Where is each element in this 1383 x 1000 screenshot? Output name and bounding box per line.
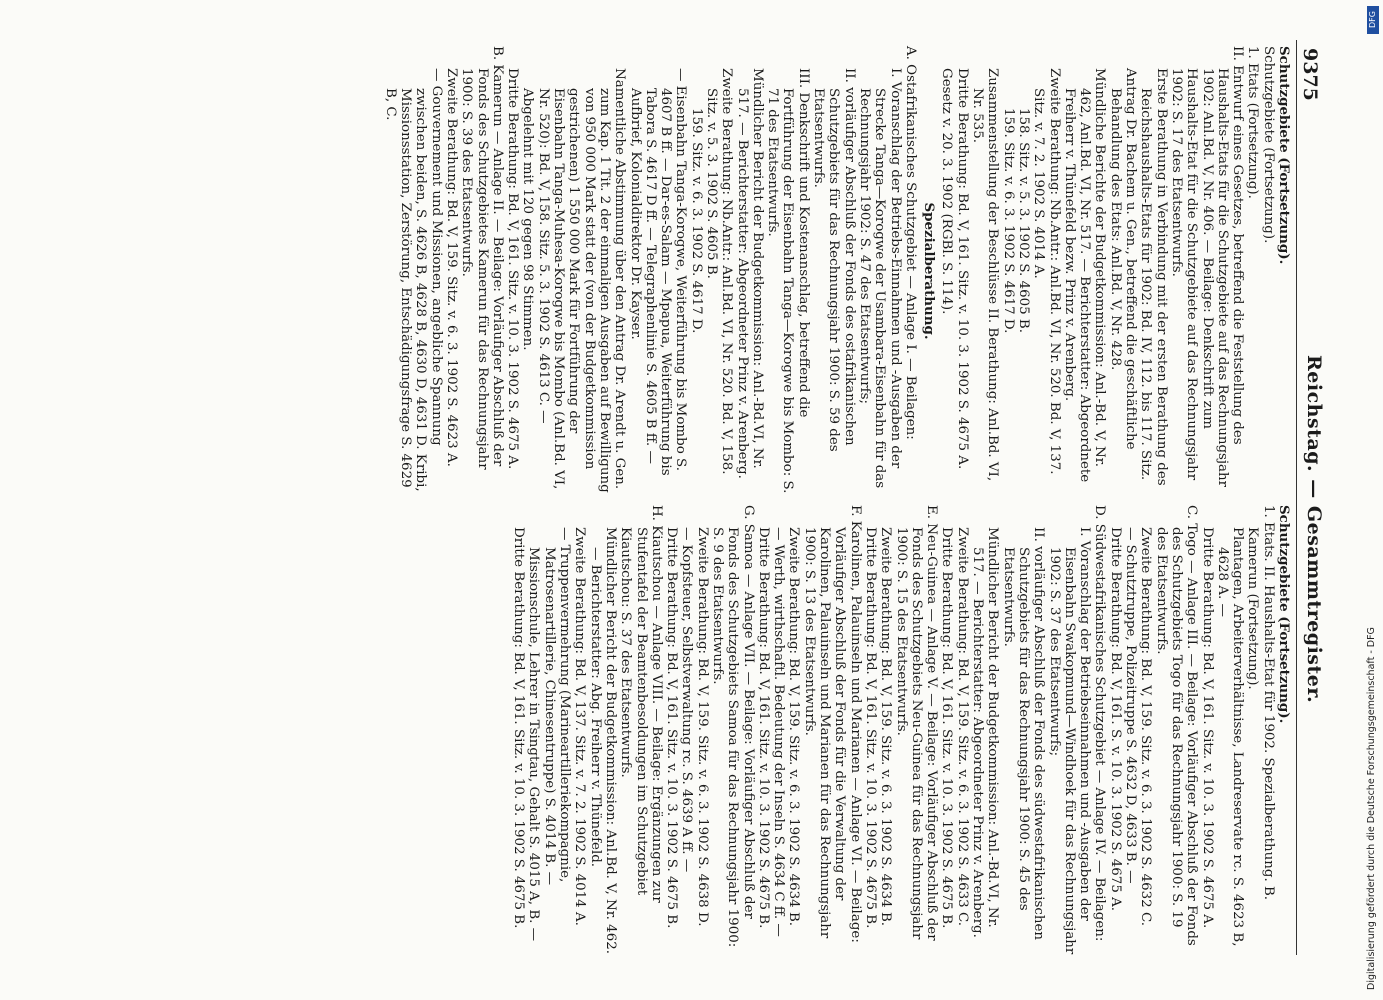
left-entry: Antrag Dr. Bachem u. Gen., betreffend die geschäftliche Behandlung des Etats: Anl.Bd. V, Nr. 428. xyxy=(1107,68,1139,450)
left-entry: Gesetz v. 20. 3. 1902 (RGBl. S. 114). xyxy=(939,68,955,315)
right-entry: Zweite Berathung: Bd. V, 159. Sitz. v. 6. 3. 1902 S. 4632 C. xyxy=(1138,527,1154,926)
right-entry: 1. Etats. II. Haushalts-Etat für 1902. Spezialberathung. B. Kamerun (Fortsetzung). xyxy=(1245,505,1276,901)
right-entry: Dritte Berathung: Bd. V, 161. Sitz. v. 10. 3. 1902 S. 4675 B. xyxy=(862,527,878,929)
right-entry: — Werth, wirthschaftl. Bedeutung der Inseln S. 4634 C ff. — xyxy=(771,527,787,937)
right-entry: Dritte Berathung: Bd. V, 161. Sitz. v. 10. 3. 1902 S. 4675 B. xyxy=(939,527,955,929)
right-entry: Dritte Berathung: Bd. V, 161. Sitz. v. 10. 3. 1902 S. 4675 B. xyxy=(511,527,527,929)
left-entry: Mündlicher Bericht der Budgetkommission: Anl.-Bd.VI, Nr. 517. — Berichterstatter: Abgeordneter Prinz v. Arenberg. xyxy=(734,68,765,479)
right-entry: II. vorläufiger Abschluß der Fonds des südwestafrikanischen Schutzgebiets für das Rechnungsjahr 1900: S. 45 des Etatsentwurfs. xyxy=(1000,527,1047,941)
right-entry: Zweite Berathung: Bd. V, 159. Sitz. v. 6. 3. 1902 S. 4633 C. xyxy=(954,527,970,926)
left-entry: Zweite Berathung: Nb.Antr.: Anl.Bd. VI, Nr. 520. Bd. V, 158. Sitz. v. 5. 3. 1902 S. 4605 B. xyxy=(704,68,735,475)
left-entry: Dritte Berathung: Bd. V, 161. Sitz. v. 10. 3. 1902 S. 4675 A. xyxy=(954,68,970,470)
right-entry: — Kopfsteuer, Selbstverwaltung rc. S. 4639 A ff. — xyxy=(679,527,695,873)
right-entry: Dritte Berathung: Bd. V, 161. S. v. 10. 3. 1902 S. 4675 A. xyxy=(1107,527,1123,912)
left-entry: Erste Berathung in Verbindung mit der ersten Berathung des Reichshaushalts-Etats für 1902: Bd. IV, 112. bis 117. Sitz. xyxy=(1138,68,1169,486)
right-entry: Plantagen, Arbeiterverhältnisse, Landreservate rc. S. 4623 B, 4628 A. — xyxy=(1214,527,1246,947)
left-entry: Zusammenstellung der Beschlüsse II. Berathung: Anl.Bd. VI, Nr. 535. xyxy=(970,68,1001,482)
right-entry: Dritte Berathung: Bd. V, 161. Sitz. v. 10. 3. 1902 S. 4675 A. xyxy=(1199,527,1215,929)
left-entry: A. Ostafrikanisches Schutzgebiet — Anlage I. — Beilagen: xyxy=(902,46,918,440)
left-entry: Mündliche Berichte der Budgetkommission: Anl.-Bd. V, Nr. 462, Anl.Bd. VI, Nr. 517. — Berichterstatter: Abgeordnete Freiherr v. Thünefeld bezw. Prinz v. Arenberg. xyxy=(1061,68,1108,483)
left-entry: — Gouvernement und Missionen, angebliche Spannung zwischen beiden, S. 4626 B, 4628 B, 4630 D, 4631 D. Kribi, Missionsstation, Zerstörung, Entschädigungsfrage S. 4629 B, C. xyxy=(382,68,444,492)
right-entry: Mündlicher Bericht der Budgetkommission: Anl.-Bd.VI, Nr. 517. — Berichterstatter: Abgeordneter Prinz v. Arenberg. xyxy=(970,527,1001,938)
right-entry: Zweite Berathung: Bd. V, 159. Sitz. v. 6. 3. 1902 S. 4634 B. xyxy=(786,527,802,927)
right-entry: F. Karolinen, Palauinseln und Marianen — Anlage VI. — Beilage: Vorläufiger Abschluß der Fonds für die Verwaltung der Karolinen, Palauinseln und Marianen für das Rechnungsjahr 1900: S. 13 des Etatsentwurfs. xyxy=(801,505,863,943)
right-entry: Zweite Berathung: Bd. V, 137. Sitz. v. 7. 2. 1902 S. 4014 A. xyxy=(572,527,588,926)
left-entry: — Eisenbahn Tanga-Korogwe, Weiterführung bis Mombo S. 4607 B ff. — Dar-es-Salam — Mpapua, Weiterführung bis Tabora S. 4617 D ff. — Telegraphenlinie S. 4605 B ff. — Aufbrief, Kolonialdirektor Dr. Kayser. xyxy=(627,68,689,476)
dfg-logo: DFG xyxy=(1367,6,1379,34)
right-entry: Dritte Berathung: Bd. V, 161. Sitz. v. 10. 3. 1902 S. 4675 B. xyxy=(664,527,680,929)
running-head: Reichstag. — Gesammtregister. xyxy=(1303,355,1325,704)
right-entry: I. Voranschlag der Betriebseinnahmen und -Ausgaben der Eisenbahn Swakopmund—Windhoek für das Rechnungsjahr 1902: S. 37 des Etatsentwurfs; xyxy=(1046,527,1093,955)
left-entry: III. Denkschrift und Kostenanschlag, betreffend die Fortführung der Eisenbahn Tanga—Korogwe bis Mombo: S. 71 des Etatsentwurfs. xyxy=(765,68,811,494)
left-entry: Zweite Berathung: Nb.Antr.: Anl.Bd. VI, Nr. 520. Bd. V, 137. Sitz. v. 7. 2. 1902 S. 4014 A. xyxy=(1031,68,1062,475)
left-entry: Namentliche Abstimmung über den Antrag Dr. Arendt u. Gen. zum Kap. 1 Tit. 2 der einmaligen Ausgaben auf Bewilligung von 950 000 Mark statt der (von der Budgetkommission gestrichenen) 1 550 000 Mark für Fortführung der Eisenbahn Tanga-Muhesa-Korogwe bis Mombo (Anl.Bd. VI, Nr. 520): Bd. V, 158. Sitz. 5. 3. 1902 S. 4613 C. — Abgelehnt mit 120 gegen 98 Stimmen. xyxy=(520,68,628,493)
right-entry: G. Samoa — Anlage VII. — Beilage: Vorläufiger Abschluß der Fonds des Schutzgebiets Samoa für das Rechnungsjahr 1900: S. 9 des Etatsentwurfs. xyxy=(710,505,756,948)
left-entry: B. Kamerun — Anlage II. — Beilage: Vorläufiger Abschluß der Fonds des Schutzgebietes Kamerun für das Rechnungsjahr 1900: S. 39 des Etatsentwurfs. xyxy=(459,46,505,470)
left-entry: Dritte Berathung: Bd. V, 161. Sitz. v. 10. 3. 1902 S. 4675 A. xyxy=(505,68,521,470)
left-column xyxy=(382,46,1291,496)
digitization-note: Digitalisierung gefördert durch die Deutsche Forschungsgemeinschaft - DFG xyxy=(1366,627,1377,990)
left-entry: Schutzgebiete (Fortsetzung). xyxy=(1260,46,1276,244)
left-entry: I. Voranschlag der Betriebs-Einnahmen und -Ausgaben der Strecke Tanga—Korogwe der Usambara-Eisenbahn für das Rechnungsjahr 1902: S. 47 des Etatsentwurfs; xyxy=(856,68,903,489)
left-entry: Schutzgebiete (Fortsetzung). xyxy=(1276,46,1292,265)
left-entry: Spezialberathung. xyxy=(921,202,938,340)
left-entry: II. vorläufiger Abschluß der Fonds des ostafrikanischen Schutzgebiets für das Rechnungsjahr 1900: S. 59 des Etatsentwurfs. xyxy=(811,68,857,452)
left-entry: Zweite Berathung: Bd. V, 159. Sitz. v. 6. 3. 1902 S. 4623 A. xyxy=(443,68,459,467)
right-entry: D. Südwestafrikanisches Schutzgebiet — Anlage IV. — Beilagen: xyxy=(1092,505,1108,942)
page-number: 9375 xyxy=(1299,48,1321,101)
left-entry: 1. Etats (Fortsetzung). xyxy=(1245,46,1261,199)
right-entry: E. Neu-Guinea — Anlage V. — Beilage: Vorläufiger Abschluß der Fonds des Schutzgebiets Neu-Guinea für das Rechnungsjahr 1900: S. 15 des Etatsentwurfs. xyxy=(893,505,940,941)
right-entry: Zweite Berathung: Bd. V, 159. Sitz. v. 6. 3. 1902 S. 4638 D. xyxy=(694,527,710,927)
left-entry: 158. Sitz. v. 5. 3. 1902 S. 4605 B. xyxy=(1015,108,1031,334)
left-entry: 159. Sitz. v. 6. 3. 1902 S. 4617 D. xyxy=(688,108,704,334)
right-entry: Schutzgebiete (Fortsetzung). xyxy=(1276,505,1292,724)
right-entry: C. Togo — Anlage III. — Beilage: Vorläufiger Abschluß der Fonds des Schutzgebiets Togo für das Rechnungsjahr 1900: S. 19 des Etatsentwurfs. xyxy=(1153,505,1200,946)
left-entry: 159. Sitz. v. 6. 3. 1902 S. 4617 D. xyxy=(1000,108,1016,334)
left-entry: II. Entwurf eines Gesetzes, betreffend die Feststellung des Haushalts-Etats für die Schutzgebiete auf das Rechnungsjahr 1902: Anl.Bd. V, Nr. 406. — Beilage: Denkschrift zum Haushalts-Etat für die Schutzgebiete auf das Rechnungsjahr 1902: S. 17 des Etatsentwurfs. xyxy=(1168,46,1246,488)
header-rule xyxy=(1296,40,1297,955)
right-entry: Zweite Berathung: Bd. V, 159. Sitz. v. 6. 3. 1902 S. 4634 B. xyxy=(878,527,894,927)
right-entry: — Truppenvermehrung (Marineartilleriekompagnie, Matrosenartillerie, Chinesentruppe) S. 4014 B. — Missionschule, Lehrer in Tsingtau, Gehalt S. 4015 A, B. — xyxy=(526,527,573,942)
right-column xyxy=(511,505,1291,955)
right-entry: H. Kiautschou — Anlage VIII. — Beilage: Ergänzungen zur Stufentafel der Beamtenbesoldungen im Schutzgebiet Kiautschou: S. 37 des Etatsentwurfs. xyxy=(618,505,664,903)
right-entry: Dritte Berathung: Bd. V, 161. Sitz. v. 10. 3. 1902 S. 4675 B. xyxy=(755,527,771,929)
right-entry: Mündlicher Bericht der Budgetkommission: Anl.Bd. V, Nr. 462. — Berichterstatter: Abg. Freiherr v. Thünefeld. xyxy=(587,527,618,954)
right-entry: — Schutztruppe, Polizeitruppe S. 4632 D, 4633 B. — xyxy=(1123,527,1139,884)
